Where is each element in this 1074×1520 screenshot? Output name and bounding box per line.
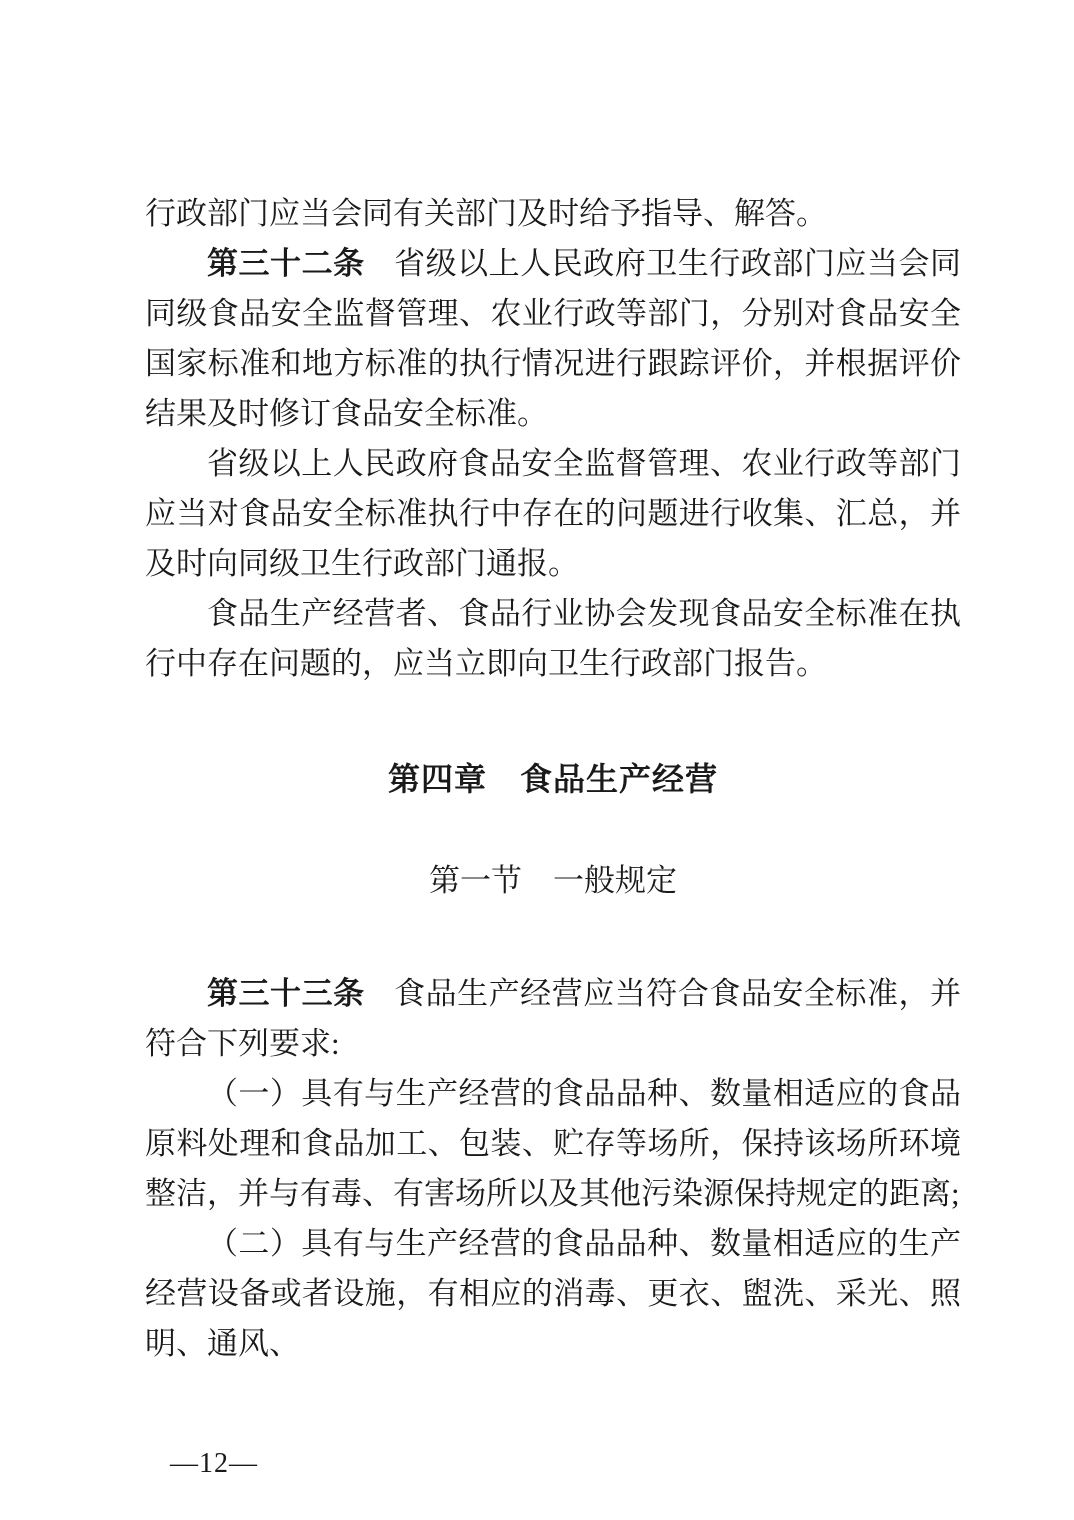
chapter-heading: 第四章 食品生产经营	[387, 761, 718, 797]
article-33-number: 第三十三条	[207, 976, 365, 1011]
article-32-paragraph	[145, 239, 961, 439]
footer-page-number: —12—	[170, 1448, 258, 1479]
article-33-paragraph	[145, 969, 961, 1069]
article-32-number: 第三十二条	[207, 246, 365, 281]
article-32-clause-2: 省级以上人民政府食品安全监督管理、农业行政等部门应当对食品安全标准执行中存在的问题进行收集、汇总，并及时向同级卫生行政部门通报。	[145, 446, 961, 581]
page-body-text	[145, 189, 961, 1369]
paragraph-continuation: 行政部门应当会同有关部门及时给予指导、解答。	[145, 196, 827, 231]
section-heading: 第一节 一般规定	[429, 863, 677, 898]
article-33-item-2: （二）具有与生产经营的食品品种、数量相适应的生产经营设备或者设施，有相应的消毒、更衣、盥洗、采光、照明、通风、	[145, 1226, 961, 1361]
article-33-item-1: （一）具有与生产经营的食品品种、数量相适应的食品原料处理和食品加工、包装、贮存等场所，保持该场所环境整洁，并与有毒、有害场所以及其他污染源保持规定的距离;	[145, 1076, 961, 1211]
article-32-clause-1: 省级以上人民政府卫生行政部门应当会同同级食品安全监督管理、农业行政等部门，分别对食品安全国家标准和地方标准的执行情况进行跟踪评价，并根据评价结果及时修订食品安全标准。	[145, 246, 962, 431]
article-32-clause-3: 食品生产经营者、食品行业协会发现食品安全标准在执行中存在问题的，应当立即向卫生行政部门报告。	[145, 596, 961, 681]
article-33-intro: 食品生产经营应当符合食品安全标准，并符合下列要求:	[145, 976, 962, 1061]
